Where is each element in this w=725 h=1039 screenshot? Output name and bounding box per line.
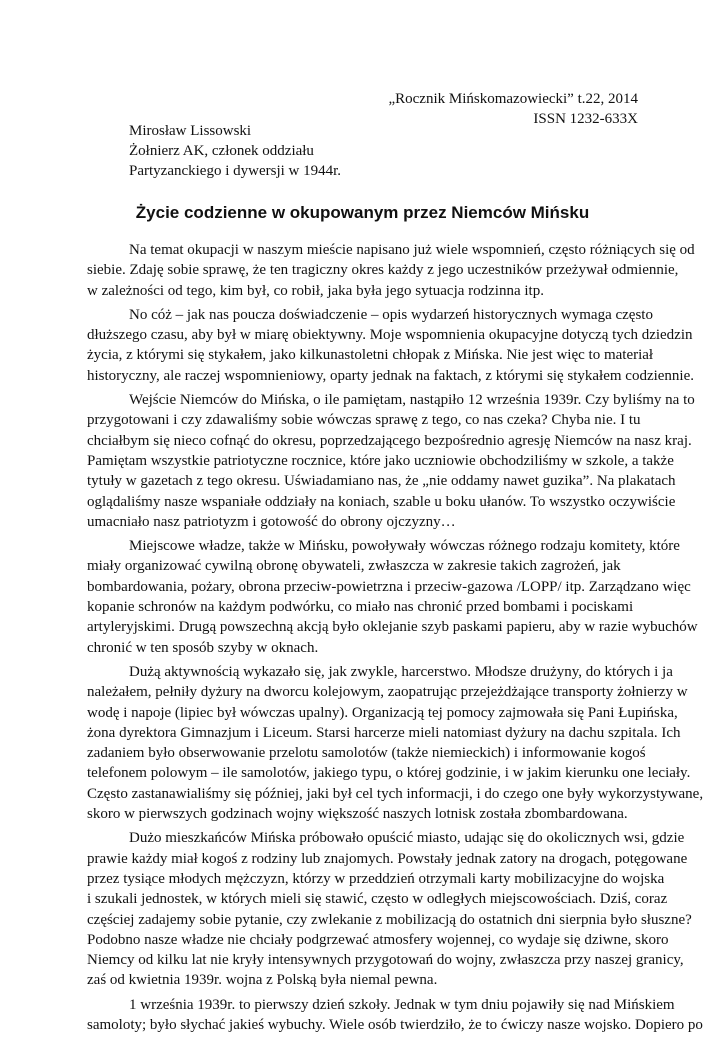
author-role: Żołnierz AK, członek oddziału xyxy=(129,143,314,159)
paragraph xyxy=(87,305,695,386)
paragraph-line: umacniało nasz patriotyzm i gotowość do obrony ojczyzny… xyxy=(87,513,456,530)
paragraph xyxy=(87,995,703,1036)
author-block xyxy=(129,121,341,181)
paragraph xyxy=(87,536,698,658)
paragraph-line: żona dyrektora Gimnazjum i Liceum. Starsi harcerze mieli natomiast dyżury na dachu szpitala. Ich xyxy=(87,724,681,741)
paragraph-line: zadaniem było obserwowanie przelotu samolotów (także niemieckich) i informowanie kogoś xyxy=(87,745,646,762)
paragraph-line: chronić w ten sposób szyby w oknach. xyxy=(87,639,319,656)
paragraph-line: bombardowania, pożary, obrona przeciw-powietrzna i przeciw-gazowa /LOPP/ itp. Zarządzano więc xyxy=(87,578,691,595)
article-body xyxy=(87,240,704,1039)
paragraph-line: chciałbym się nieco cofnąć do okresu, poprzedzającego bezpośrednio agresję Niemców na nasz kraj. xyxy=(87,432,692,449)
paragraph-line: historyczny, ale raczej wspomnieniowy, oparty jednak na faktach, z którymi się stykałem codziennie. xyxy=(87,367,695,384)
paragraph-line: kopanie schronów na każdym podwórku, co miało nas chronić przed bombami i pociskami xyxy=(87,599,634,616)
paragraph-line: dłuższego czasu, aby był w miarę obiektywny. Moje wspomnienia okupacyjne dotyczą tych dziedzin xyxy=(87,327,693,344)
paragraph xyxy=(87,662,704,824)
author-name: Mirosław Lissowski xyxy=(129,123,252,139)
article-title: Życie codzienne w okupowanym przez Niemców Mińsku xyxy=(135,203,590,222)
paragraph-line: przez tysiące młodych mężczyzn, którzy w przeddzień otrzymali karty mobilizacyjne do wojska xyxy=(87,870,665,887)
paragraph-line: należałem, pełniły dyżury na dworcu kolejowym, zaopatrując przejeżdżające transporty żołnierzy w xyxy=(87,684,688,701)
paragraph-line: Podobno nasze władze nie chciały podgrzewać atmosfery wojennej, co wydaje się dziwne, skoro xyxy=(87,931,669,948)
author-unit: Partyzanckiego i dywersji w 1944r. xyxy=(129,163,342,179)
paragraph xyxy=(87,240,695,301)
paragraph-line: Pamiętam wszystkie patriotyczne rocznice, które jako uczniowie obchodziliśmy w szkole, a także xyxy=(87,452,674,469)
paragraph-line: Dużą aktywnością wykazało się, jak zwykle, harcerstwo. Młodsze drużyny, do których i ja xyxy=(129,663,673,680)
paragraph-line: siebie. Zdaję sobie sprawę, że ten tragiczny okres każdy z jego uczestników przeżywał odmiennie, xyxy=(87,262,679,279)
paragraph-line: oglądaliśmy nasze wspaniałe oddziały na koniach, szable u boku ułanów. To wszystko oczywiście xyxy=(87,493,676,510)
paragraph-line: Często zastanawialiśmy się później, jaki był cel tych informacji, i do czego one były wykorzystywane, xyxy=(87,785,704,802)
paragraph-line: prawie każdy miał kogoś z rodziny lub znajomych. Powstały jednak zatory na drogach, potęgowane xyxy=(87,850,688,867)
paragraph-line: i szukali jednostek, w których mieli się stawić, często w odległych miejscowościach. Dziś, coraz xyxy=(87,891,668,908)
paragraph-line: wodę i napoje (lipiec był wówczas upalny). Organizacją tej pomocy zajmowała się Pani Łupińska, xyxy=(87,704,678,721)
paragraph-line: przygotowani i czy zdawaliśmy sobie wówczas sprawę z tego, co nas czeka? Chyba nie. I tu xyxy=(87,412,641,429)
paragraph-line: miały organizować cywilną obronę obywateli, zwłaszcza w zakresie takich zagrożeń, jak xyxy=(87,558,621,575)
paragraph xyxy=(87,828,692,990)
source-reference xyxy=(388,89,638,129)
paragraph-line: w zależności od tego, kim był, co robił, jaka była jego sytuacja rodzinna itp. xyxy=(87,282,544,299)
paragraph-line: tytuły w gazetach z tego okresu. Uświadamiano nas, że „nie oddamy nawet guzika”. Na plakatach xyxy=(87,473,676,490)
paragraph-line: 1 września 1939r. to pierwszy dzień szkoły. Jednak w tym dniu pojawiły się nad Mińskiem xyxy=(129,996,675,1013)
paragraph-line: No cóż – jak nas poucza doświadczenie – opis wydarzeń historycznych wymaga często xyxy=(129,306,653,323)
paragraph xyxy=(87,390,695,532)
paragraph-line: życia, z którymi się stykałem, jako kilkunastoletni chłopak z Mińska. Nie jest więc to materiał xyxy=(87,347,654,364)
paragraph-line: skoro w pierwszych godzinach wojny większość naszych lotnisk została zbombardowana. xyxy=(87,806,628,823)
paragraph-line: Miejscowe władze, także w Mińsku, powoływały wówczas różnego rodzaju komitety, które xyxy=(129,538,680,555)
journal-citation: „Rocznik Mińskomazowiecki” t.22, 2014 xyxy=(388,91,638,107)
paragraph-line: Na temat okupacji w naszym mieście napisano już wiele wspomnień, często różniących się od xyxy=(129,242,695,258)
paragraph-line: zaś od kwietnia 1939r. wojna z Polską była niemal pewna. xyxy=(87,972,438,989)
paragraph-line: Dużo mieszkańców Mińska próbowało opuścić miasto, udając się do okolicznych wsi, gdzie xyxy=(129,830,685,847)
paragraph-line: telefonem polowym – ile samolotów, jakiego typu, o której godzinie, i w jakim kierunku one leciały. xyxy=(87,765,691,782)
paragraph-line: częściej zadajemy sobie pytanie, czy zwlekanie z mobilizacją do ostatnich dni sierpnia było słuszne? xyxy=(87,911,692,928)
paragraph-line: samoloty; było słychać jakieś wybuchy. Wiele osób twierdziło, że to ćwiczy nasze wojsko. Dopiero po xyxy=(87,1016,703,1033)
paragraph-line: Niemcy od kilku lat nie kryły intensywnych przygotowań do wojny, zwłaszcza przy naszej granicy, xyxy=(87,952,684,969)
paragraph-line: Wejście Niemców do Mińska, o ile pamiętam, nastąpiło 12 września 1939r. Czy byliśmy na to xyxy=(129,392,695,409)
issn-number: ISSN 1232-633X xyxy=(533,111,638,127)
paragraph-line: artyleryjskimi. Drugą powszechną akcją było oklejanie szyb paskami papieru, aby w razie wybuchów xyxy=(87,619,698,636)
